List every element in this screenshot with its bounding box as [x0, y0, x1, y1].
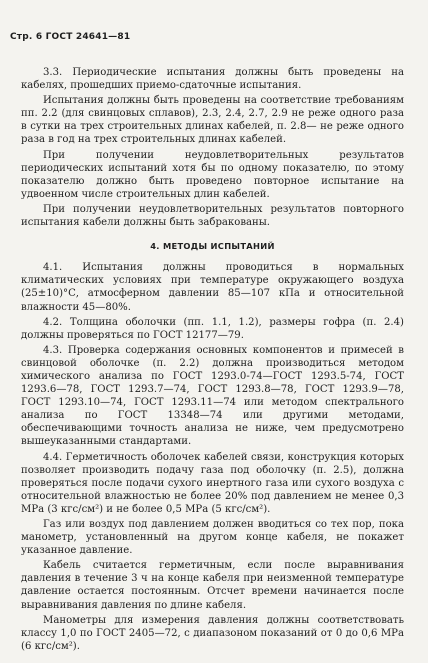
- paragraph-gas-input: Газ или воздух под давлением должен вводиться со тех пор, пока манометр, установленный на другом конце кабеля, не покажет указанное давление.: [21, 519, 404, 557]
- paragraph-3-3: 3.3. Периодические испытания должны быть проведены на кабелях, прошедших приемо-сдаточные испытания.: [21, 67, 404, 92]
- paragraph-hermetic: Кабель считается герметичным, если после выравнивания давления в течение 3 ч на конце кабеля при неизменной температуре давление остается постоянным. Отсчет времени начинается после выравнивания давления по длине кабеля.: [21, 560, 404, 611]
- paragraph-unsatisfactory-repeat: При получении неудовлетворительных результатов повторного испытания кабели должны быть забракованы.: [21, 203, 404, 229]
- paragraph-unsatisfactory-periodic: При получении неудовлетворительных результатов периодических испытаний хотя бы по одному показателю, по этому показателю должно быть проведено повторное испытание на удвоенном числе строительных длин кабелей.: [21, 149, 404, 200]
- paragraph-requirements: Испытания должны быть проведены на соответствие требованиям пп. 2.2 (для свинцовых сплавов), 2.3, 2.4, 2.7, 2.9 не реже одного раза в сутки на трех строительных длинах кабелей, п. 2.8— не реже одного раза в год на трех строительных длинах кабелей.: [21, 95, 404, 146]
- paragraph-4-4: 4.4. Герметичность оболочек кабелей связи, конструкция которых позволяет производить подачу газа под оболочку (п. 2.5), должна проверяться после подачи сухого инертного газа или сухого воздуха с относительной влажностью не более 20% под давлением не менее 0,3 МРа (3 кгс/см²) и не более 0,5 МРа (5 кгс/см²).: [21, 451, 404, 515]
- paragraph-4-2: 4.2. Толщина оболочки (пп. 1.1, 1.2), размеры гофра (п. 2.4) должны проверяться по ГОСТ 12177—79.: [21, 316, 404, 341]
- paragraph-manometers: Манометры для измерения давления должны соответствовать классу 1,0 по ГОСТ 2405—72, с диапазоном показаний от 0 до 0,6 МРа (6 кгс/см²).: [21, 614, 404, 652]
- paragraph-4-3: 4.3. Проверка содержания основных компонентов и примесей в свинцовой оболочке (п. 2.2) должна производиться методом химического анализа по ГОСТ 1293.0-74—ГОСТ 1293.5-74, ГОСТ 1293.6—78, ГОСТ 1293.7—74, ГОСТ 1293.8—78, ГОСТ 1293.9—78, ГОСТ 1293.10—74, ГОСТ 1293.11—74 или методом спектрального анализа по ГОСТ 13348—74 или другими методами, обеспечивающими точность анализа не ниже, чем предусмотрено вышеуказанными стандартами.: [21, 344, 404, 448]
- page-header: Стр. 6 ГОСТ 24641—81: [10, 32, 131, 42]
- section-title: 4. МЕТОДЫ ИСПЫТАНИЙ: [150, 241, 275, 252]
- page-content: [21, 66, 404, 653]
- paragraph-4-1: 4.1. Испытания должны проводиться в нормальных климатических условиях при температуре окружающего воздуха (25±10)°С, атмосферном давлении 85—107 кПа и относительной влажности 45—80%.: [21, 262, 404, 313]
